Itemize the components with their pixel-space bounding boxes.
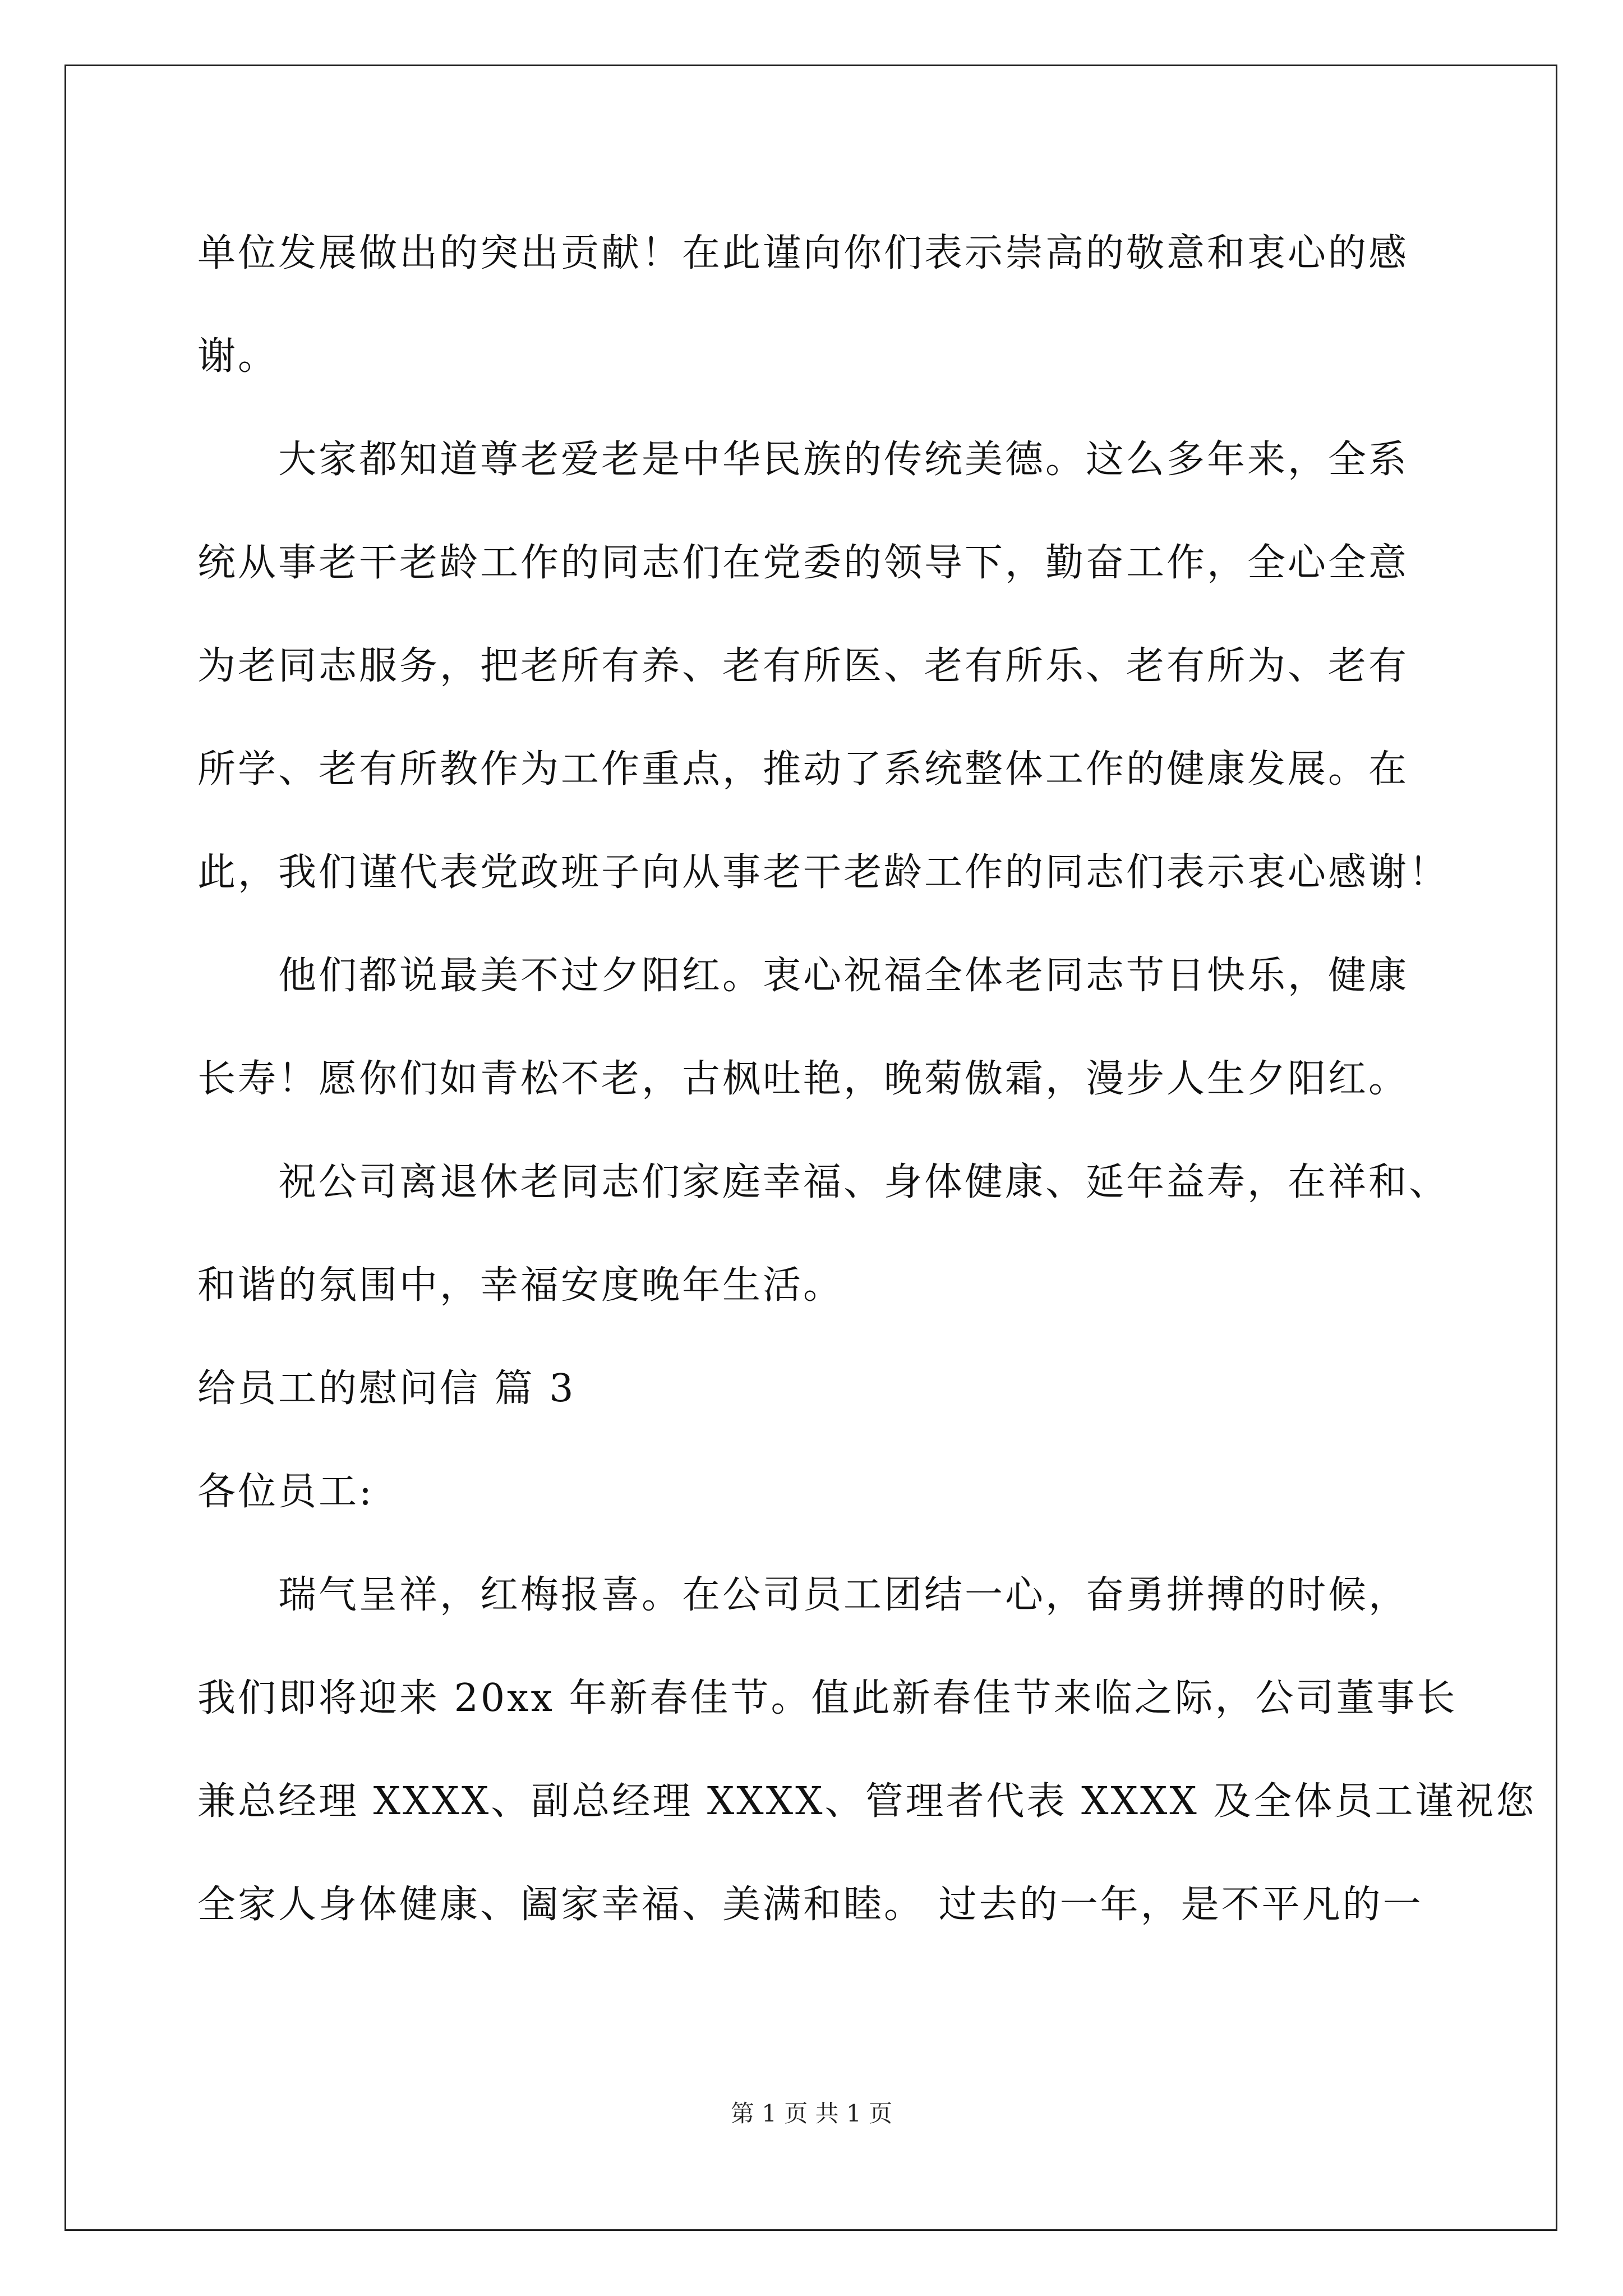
- text-line: 此，我们谨代表党政班子向从事老干老龄工作的同志们表示衷心感谢！: [197, 850, 1450, 895]
- salutation: 各位员工:: [197, 1470, 374, 1514]
- section-heading: 给员工的慰问信 篇 3: [197, 1366, 576, 1411]
- paragraph-start: 祝公司离退休老同志们家庭幸福、身体健康、延年益寿，在祥和、: [278, 1160, 1450, 1204]
- text-line: 所学、老有所教作为工作重点，推动了系统整体工作的健康发展。在: [197, 747, 1409, 792]
- paragraph-start: 大家都知道尊老爱老是中华民族的传统美德。这么多年来，全系: [278, 438, 1409, 482]
- text-line: 全家人身体健康、阖家幸福、美满和睦。 过去的一年，是不平凡的一: [197, 1883, 1423, 1927]
- page-number-footer: 第 1 页 共 1 页: [730, 2100, 893, 2127]
- text-line: 兼总经理 XXXX、副总经理 XXXX、管理者代表 XXXX 及全体员工谨祝您: [197, 1779, 1537, 1824]
- text-line: 长寿！愿你们如青松不老，古枫吐艳，晚菊傲霜，漫步人生夕阳红。: [197, 1057, 1409, 1101]
- text-line: 为老同志服务，把老所有养、老有所医、老有所乐、老有所为、老有: [197, 644, 1409, 688]
- paragraph-start: 瑞气呈祥，红梅报喜。在公司员工团结一心，奋勇拼搏的时候，: [278, 1573, 1409, 1617]
- text-line: 和谐的氛围中，幸福安度晚年生活。: [197, 1263, 844, 1308]
- paragraph-start: 他们都说最美不过夕阳红。衷心祝福全体老同志节日快乐，健康: [278, 954, 1409, 998]
- text-line: 单位发展做出的突出贡献！在此谨向你们表示崇高的敬意和衷心的感: [197, 231, 1409, 275]
- text-line: 我们即将迎来 20xx 年新春佳节。值此新春佳节来临之际，公司董事长: [197, 1676, 1458, 1720]
- text-line: 谢。: [197, 334, 279, 379]
- document-body: [197, 202, 1537, 1957]
- text-line: 统从事老干老龄工作的同志们在党委的领导下，勤奋工作，全心全意: [197, 541, 1409, 585]
